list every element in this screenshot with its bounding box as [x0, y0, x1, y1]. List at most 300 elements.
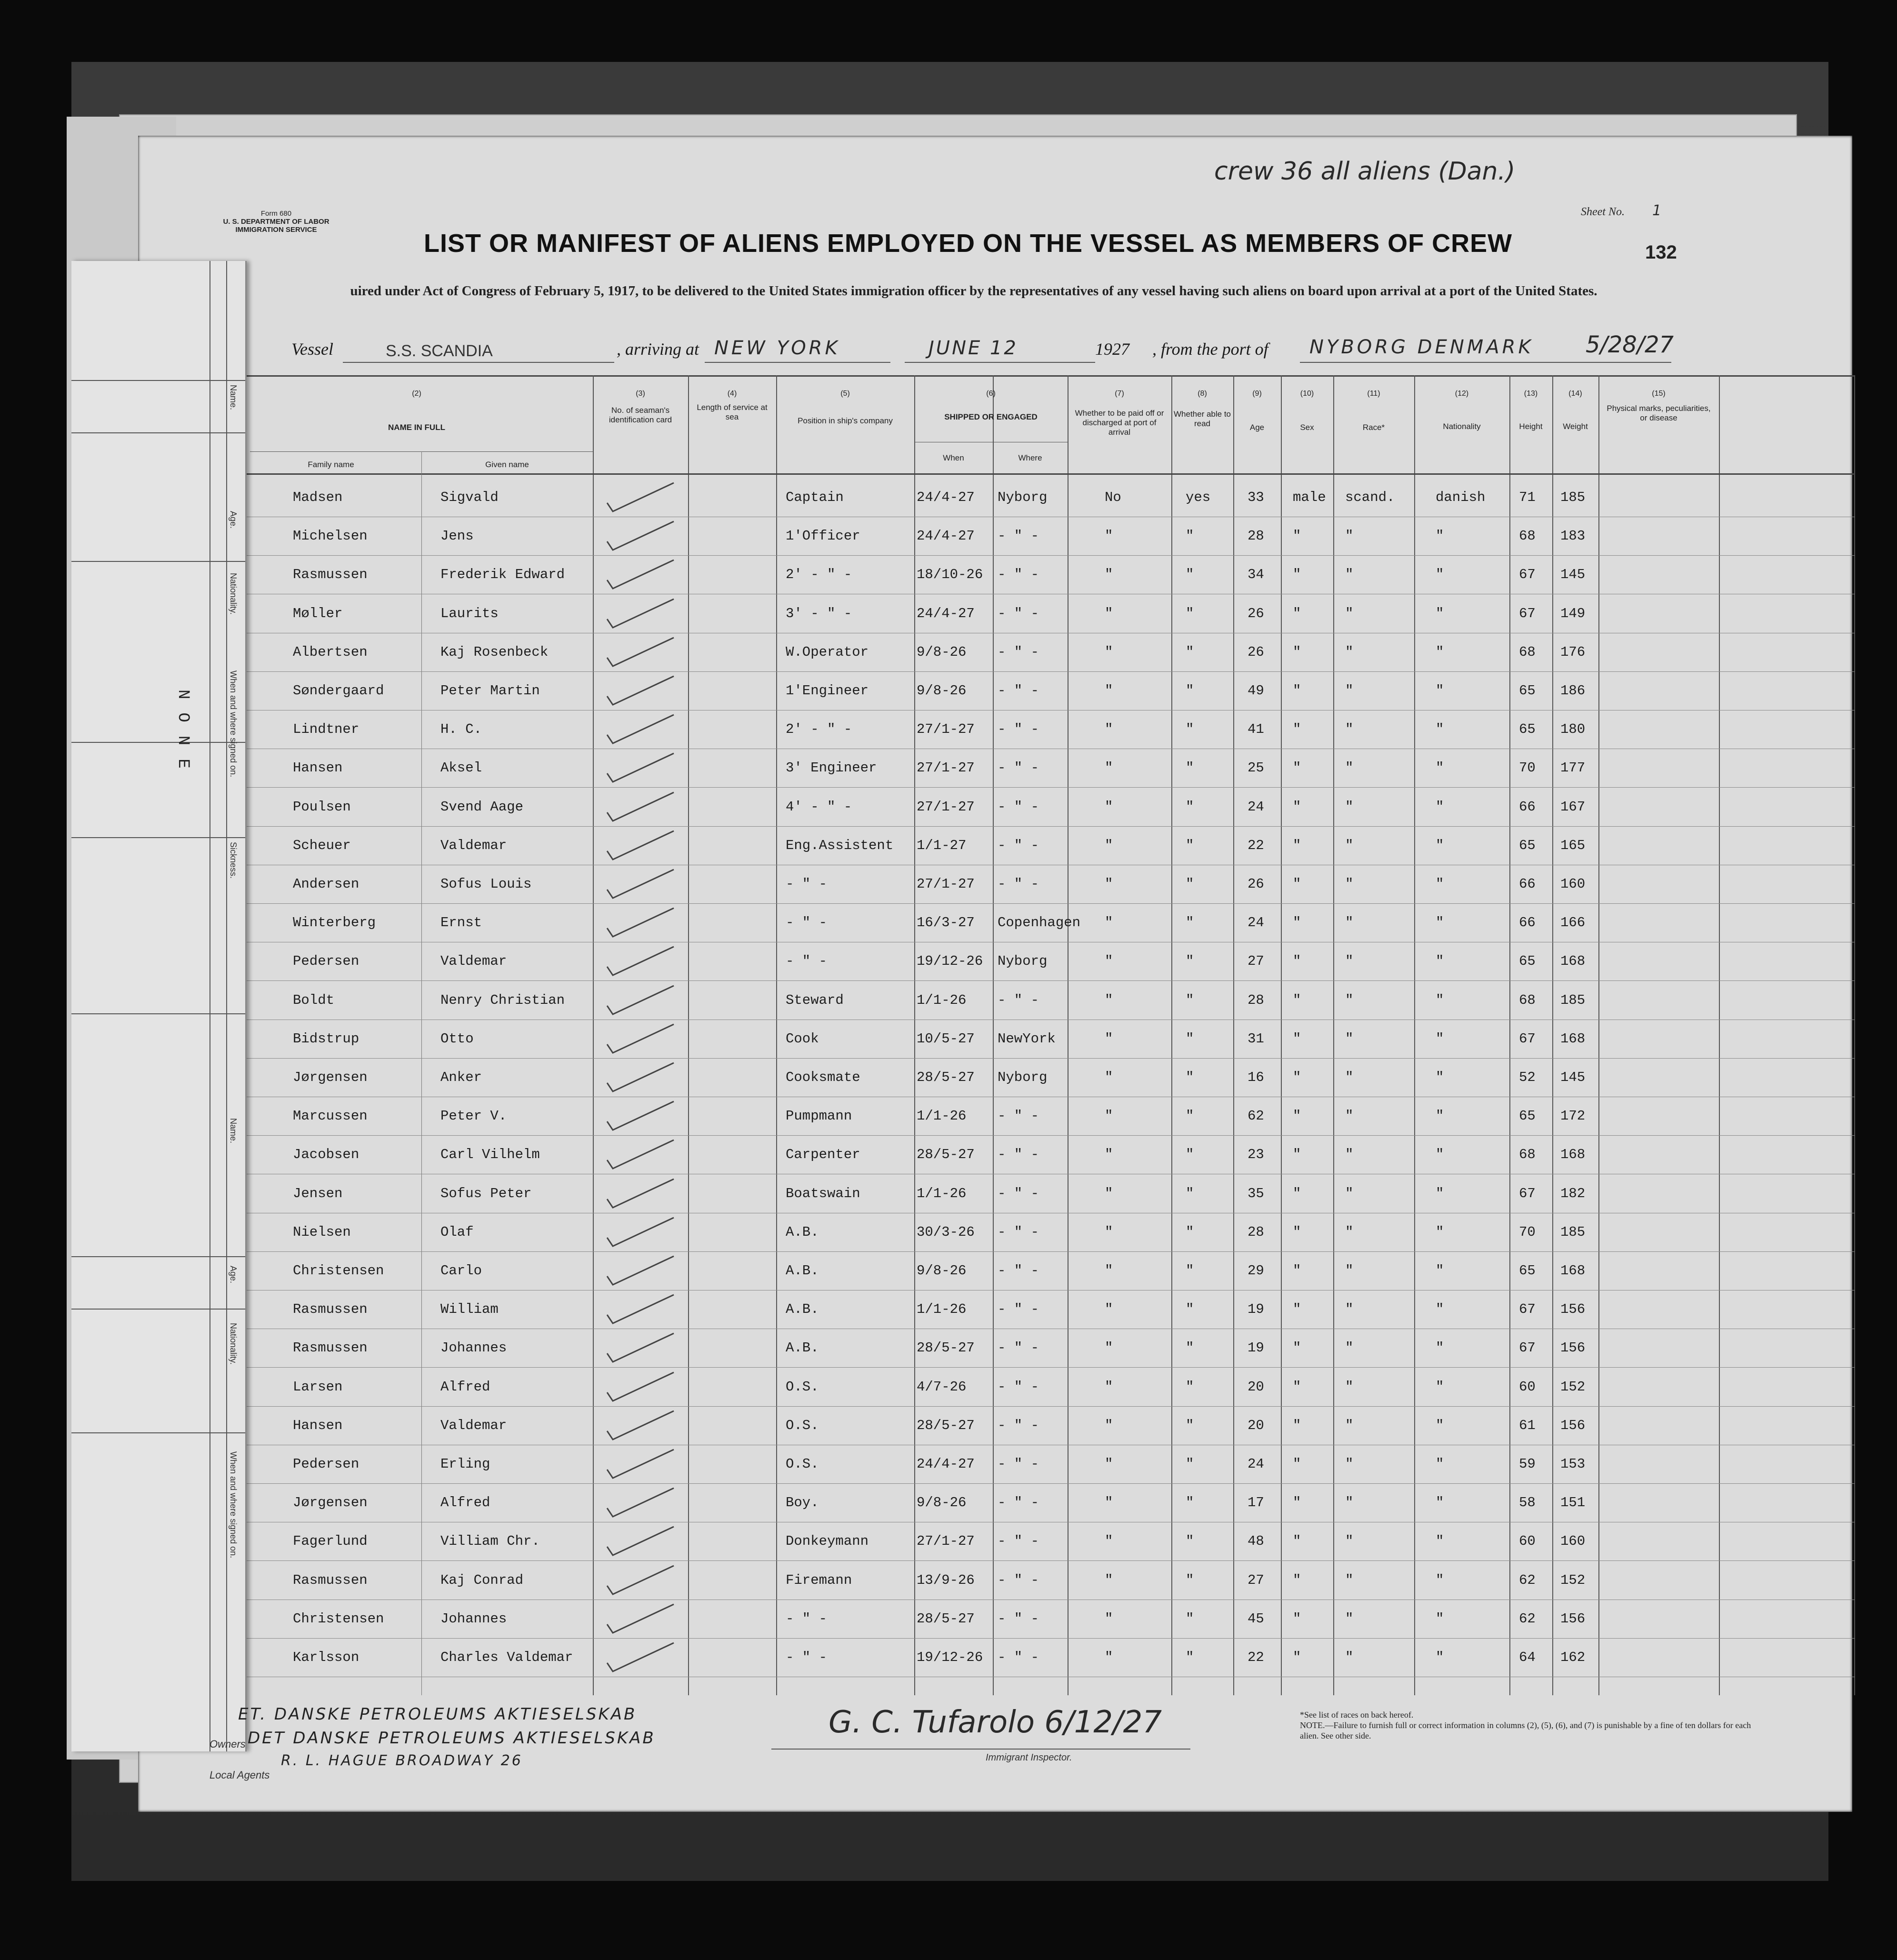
col8-number: (8)	[1198, 390, 1207, 398]
table-row	[240, 1446, 1855, 1484]
sex-cell: "	[1293, 837, 1301, 853]
height-cell: 65	[1519, 953, 1536, 970]
table-row	[240, 1098, 1855, 1136]
height-cell: 58	[1519, 1495, 1536, 1511]
nationality-cell: "	[1436, 1417, 1444, 1433]
where-cell: Nyborg	[998, 490, 1048, 505]
race-cell: "	[1345, 915, 1354, 931]
nationality-cell: "	[1436, 528, 1444, 544]
sex-cell: "	[1293, 1185, 1301, 1201]
given-name-cell: Valdemar	[440, 953, 507, 970]
given-name-cell: William	[440, 1301, 499, 1318]
table-row	[240, 479, 1855, 517]
height-cell: 60	[1519, 1379, 1536, 1395]
position-cell: 1'Officer	[786, 528, 860, 544]
weight-cell: 160	[1560, 876, 1586, 892]
paid-off-cell: "	[1105, 1263, 1113, 1279]
nationality-cell: "	[1436, 1301, 1444, 1318]
read-cell: "	[1186, 837, 1194, 853]
family-name-cell: Rasmussen	[293, 1301, 368, 1318]
height-cell: 66	[1519, 876, 1536, 892]
where-cell: - " -	[998, 721, 1039, 738]
when-cell: 24/4-27	[917, 528, 975, 544]
nationality-cell: "	[1436, 1108, 1444, 1124]
table-row	[240, 1523, 1855, 1561]
race-cell: "	[1345, 1650, 1354, 1665]
vessel-label: Vessel	[291, 340, 333, 359]
check-mark-icon	[602, 1407, 693, 1445]
sex-cell: "	[1293, 721, 1301, 738]
col-marks-header: Physical marks, peculiarities, or disease	[1607, 404, 1711, 422]
where-cell: - " -	[998, 760, 1039, 776]
weight-cell: 176	[1560, 644, 1586, 660]
weight-cell: 180	[1560, 721, 1586, 738]
paid-off-cell: "	[1105, 528, 1113, 544]
footnote	[1300, 1710, 1752, 1741]
where-cell: - " -	[998, 1263, 1039, 1279]
col-service-header: Length of service at sea	[697, 403, 768, 421]
position-cell: - " -	[786, 953, 828, 970]
when-cell: 24/4-27	[917, 605, 975, 621]
read-cell: "	[1186, 1340, 1194, 1356]
position-cell: O.S.	[786, 1379, 819, 1395]
check-mark-icon	[602, 1098, 693, 1136]
family-name-cell: Christensen	[293, 1610, 384, 1627]
when-cell: 10/5-27	[917, 1030, 975, 1047]
when-cell: 24/4-27	[917, 490, 975, 505]
race-cell: "	[1345, 528, 1354, 544]
when-cell: 19/12-26	[917, 1650, 983, 1665]
sex-cell: "	[1293, 644, 1301, 660]
height-cell: 65	[1519, 837, 1536, 853]
family-name-cell: Rasmussen	[293, 1572, 368, 1588]
when-cell: 13/9-26	[917, 1572, 975, 1588]
col14-number: (14)	[1568, 390, 1582, 398]
race-cell: "	[1345, 605, 1354, 621]
read-cell: "	[1186, 876, 1194, 892]
when-cell: 28/5-27	[917, 1340, 975, 1356]
age-cell: 24	[1248, 1456, 1264, 1472]
weight-cell: 168	[1560, 953, 1586, 970]
col-read-header: Whether able to read	[1174, 410, 1231, 428]
paid-off-cell: "	[1105, 1070, 1113, 1085]
paid-off-cell: "	[1105, 799, 1113, 815]
when-cell: 16/3-27	[917, 915, 975, 931]
footnote-penalty: NOTE.—Failure to furnish full or correct information in columns (2), (5), (6), and (7) is punishable by a fine of ten dollars for each alien. See other side.	[1300, 1720, 1751, 1740]
given-name-cell: Villiam Chr.	[440, 1533, 540, 1550]
race-cell: "	[1345, 1070, 1354, 1085]
vessel-underline	[343, 362, 614, 363]
race-cell: "	[1345, 760, 1354, 776]
signature-underline	[771, 1749, 1190, 1750]
given-name-cell: H. C.	[440, 721, 482, 738]
where-cell: - " -	[998, 1417, 1039, 1433]
read-cell: "	[1186, 683, 1194, 699]
read-cell: "	[1186, 528, 1194, 544]
nationality-cell: "	[1436, 1185, 1444, 1201]
height-cell: 61	[1519, 1417, 1536, 1433]
race-cell: "	[1345, 799, 1354, 815]
read-cell: "	[1186, 1263, 1194, 1279]
nationality-cell: "	[1436, 1070, 1444, 1085]
where-cell: - " -	[998, 1185, 1039, 1201]
read-cell: "	[1186, 644, 1194, 660]
height-cell: 71	[1519, 490, 1536, 505]
position-cell: O.S.	[786, 1456, 819, 1472]
position-cell: - " -	[786, 915, 828, 931]
paid-off-cell: "	[1105, 1301, 1113, 1318]
height-cell: 68	[1519, 992, 1536, 1008]
age-cell: 62	[1248, 1108, 1264, 1124]
family-name-cell: Boldt	[293, 992, 335, 1008]
weight-cell: 156	[1560, 1340, 1586, 1356]
page-number: 132	[1645, 242, 1677, 263]
paid-off-cell: "	[1105, 1379, 1113, 1395]
position-cell: Eng.Assistent	[786, 837, 894, 853]
sex-cell: "	[1293, 1533, 1301, 1550]
age-cell: 31	[1248, 1030, 1264, 1047]
where-cell: NewYork	[998, 1030, 1056, 1047]
nationality-cell: "	[1436, 760, 1444, 776]
paid-off-cell: "	[1105, 1417, 1113, 1433]
height-cell: 67	[1519, 1030, 1536, 1047]
position-cell: Boy.	[786, 1495, 819, 1511]
local-agents-label: Local Agents	[210, 1769, 270, 1781]
given-name-cell: Alfred	[440, 1495, 490, 1511]
weight-cell: 182	[1560, 1185, 1586, 1201]
read-cell: "	[1186, 605, 1194, 621]
nationality-cell: "	[1436, 683, 1444, 699]
nationality-cell: "	[1436, 799, 1444, 815]
height-cell: 68	[1519, 644, 1536, 660]
paid-off-cell: "	[1105, 837, 1113, 853]
where-cell: - " -	[998, 1572, 1039, 1588]
read-cell: "	[1186, 915, 1194, 931]
given-name-cell: Carlo	[440, 1263, 482, 1279]
weight-cell: 151	[1560, 1495, 1586, 1511]
sex-cell: "	[1293, 915, 1301, 931]
sex-cell: male	[1293, 490, 1326, 505]
when-cell: 19/12-26	[917, 953, 983, 970]
weight-cell: 145	[1560, 567, 1586, 583]
read-cell: "	[1186, 1108, 1194, 1124]
where-cell: - " -	[998, 644, 1039, 660]
read-cell: "	[1186, 1610, 1194, 1627]
nationality-cell: "	[1436, 837, 1444, 853]
position-cell: O.S.	[786, 1417, 819, 1433]
table-row	[240, 711, 1855, 749]
position-cell: Cooksmate	[786, 1070, 860, 1085]
from-date: 5/28/27	[1586, 331, 1674, 358]
col15-number: (15)	[1652, 390, 1666, 398]
where-cell: - " -	[998, 799, 1039, 815]
weight-cell: 186	[1560, 683, 1586, 699]
given-name-cell: Aksel	[440, 760, 482, 776]
col7-number: (7)	[1115, 390, 1124, 398]
read-cell: "	[1186, 992, 1194, 1008]
weight-cell: 156	[1560, 1301, 1586, 1318]
read-cell: "	[1186, 1301, 1194, 1318]
age-cell: 16	[1248, 1070, 1264, 1085]
check-mark-icon	[602, 1020, 693, 1059]
family-name-cell: Karlsson	[293, 1650, 359, 1665]
table-row	[240, 1407, 1855, 1445]
paid-off-cell: "	[1105, 1650, 1113, 1665]
table-row	[240, 866, 1855, 904]
check-mark-icon	[602, 750, 693, 788]
col-family-header: Family name	[308, 460, 354, 469]
crew-note: crew 36 all aliens (Dan.)	[1214, 157, 1516, 186]
check-mark-icon	[602, 1369, 693, 1407]
family-name-cell: Winterberg	[293, 915, 376, 931]
from-underline	[1300, 362, 1671, 363]
age-cell: 48	[1248, 1533, 1264, 1550]
race-cell: "	[1345, 1108, 1354, 1124]
age-cell: 20	[1248, 1379, 1264, 1395]
family-name-cell: Lindtner	[293, 721, 359, 738]
table-row	[240, 1020, 1855, 1059]
age-cell: 17	[1248, 1495, 1264, 1511]
when-cell: 18/10-26	[917, 567, 983, 583]
check-mark-icon	[602, 595, 693, 633]
weight-cell: 156	[1560, 1610, 1586, 1627]
nationality-cell: "	[1436, 605, 1444, 621]
paid-off-cell: No	[1105, 490, 1121, 505]
sex-cell: "	[1293, 1495, 1301, 1511]
given-name-cell: Johannes	[440, 1610, 507, 1627]
position-cell: W.Operator	[786, 644, 869, 660]
height-cell: 65	[1519, 1263, 1536, 1279]
family-name-cell: Møller	[293, 605, 343, 621]
given-name-cell: Johannes	[440, 1340, 507, 1356]
family-name-cell: Rasmussen	[293, 567, 368, 583]
given-name-cell: Olaf	[440, 1224, 474, 1240]
read-cell: "	[1186, 1572, 1194, 1588]
where-cell: - " -	[998, 1379, 1039, 1395]
when-cell: 1/1-27	[917, 837, 967, 853]
local-agent: R. L. HAGUE BROADWAY 26	[281, 1752, 523, 1769]
paid-off-cell: "	[1105, 1108, 1113, 1124]
where-cell: - " -	[998, 1533, 1039, 1550]
position-cell: Donkeymann	[786, 1533, 869, 1550]
given-name-cell: Carl Vilhelm	[440, 1147, 540, 1163]
race-cell: "	[1345, 1456, 1354, 1472]
date-underline	[905, 362, 1095, 363]
sex-cell: "	[1293, 683, 1301, 699]
strip-label-name: Name.	[229, 385, 238, 410]
col-given-header: Given name	[485, 460, 529, 469]
read-cell: "	[1186, 1533, 1194, 1550]
position-cell: Cook	[786, 1030, 819, 1047]
arrival-year: 1927	[1095, 340, 1129, 359]
read-cell: "	[1186, 1495, 1194, 1511]
height-cell: 68	[1519, 1147, 1536, 1163]
weight-cell: 168	[1560, 1263, 1586, 1279]
col-race-header: Race*	[1362, 423, 1385, 432]
family-name-cell: Larsen	[293, 1379, 343, 1395]
table-row	[240, 1600, 1855, 1639]
family-name-cell: Scheuer	[293, 837, 351, 853]
col-idcard-header: No. of seaman's identification card	[609, 406, 672, 424]
family-name-cell: Marcussen	[293, 1108, 368, 1124]
when-cell: 27/1-27	[917, 876, 975, 892]
check-mark-icon	[602, 518, 693, 556]
check-mark-icon	[602, 1136, 693, 1174]
strip-label-sickness: Sickness.	[229, 842, 238, 879]
folded-strip	[71, 261, 247, 1751]
height-cell: 66	[1519, 799, 1536, 815]
col-nationality-header: Nationality	[1443, 422, 1481, 431]
sex-cell: "	[1293, 760, 1301, 776]
weight-cell: 162	[1560, 1650, 1586, 1665]
paid-off-cell: "	[1105, 1224, 1113, 1240]
weight-cell: 149	[1560, 605, 1586, 621]
table-row	[240, 750, 1855, 788]
col-height-header: Height	[1519, 422, 1543, 431]
sex-cell: "	[1293, 992, 1301, 1008]
position-cell: 4' - " -	[786, 799, 852, 815]
check-mark-icon	[602, 1600, 693, 1639]
age-cell: 28	[1248, 1224, 1264, 1240]
paid-off-cell: "	[1105, 567, 1113, 583]
where-cell: - " -	[998, 992, 1039, 1008]
sex-cell: "	[1293, 1070, 1301, 1085]
given-name-cell: Jens	[440, 528, 474, 544]
check-mark-icon	[602, 1523, 693, 1561]
nationality-cell: "	[1436, 1495, 1444, 1511]
height-cell: 64	[1519, 1650, 1536, 1665]
table-row	[240, 556, 1855, 594]
paid-off-cell: "	[1105, 1340, 1113, 1356]
col6-number: (6)	[986, 390, 996, 398]
col5-number: (5)	[840, 390, 850, 398]
sex-cell: "	[1293, 605, 1301, 621]
race-cell: "	[1345, 1263, 1354, 1279]
read-cell: yes	[1186, 490, 1211, 505]
weight-cell: 145	[1560, 1070, 1586, 1085]
given-name-cell: Sigvald	[440, 490, 499, 505]
weight-cell: 185	[1560, 1224, 1586, 1240]
family-name-cell: Fagerlund	[293, 1533, 368, 1550]
owner-line-1: ET. DANSKE PETROLEUMS AKTIESELSKAB	[238, 1705, 637, 1724]
position-cell: Carpenter	[786, 1147, 860, 1163]
paid-off-cell: "	[1105, 605, 1113, 621]
race-cell: "	[1345, 1533, 1354, 1550]
service: IMMIGRATION SERVICE	[235, 226, 317, 234]
age-cell: 22	[1248, 837, 1264, 853]
table-header-rule	[240, 473, 1855, 475]
race-cell: "	[1345, 721, 1354, 738]
read-cell: "	[1186, 567, 1194, 583]
weight-cell: 156	[1560, 1417, 1586, 1433]
page-title: LIST OR MANIFEST OF ALIENS EMPLOYED ON THE VESSEL AS MEMBERS OF CREW	[424, 229, 1513, 258]
nationality-cell: "	[1436, 1340, 1444, 1356]
age-cell: 22	[1248, 1650, 1264, 1665]
when-cell: 9/8-26	[917, 1263, 967, 1279]
paid-off-cell: "	[1105, 876, 1113, 892]
read-cell: "	[1186, 1379, 1194, 1395]
family-name-cell: Poulsen	[293, 799, 351, 815]
form-number: Form 680	[260, 210, 292, 218]
race-cell: "	[1345, 1185, 1354, 1201]
nationality-cell: "	[1436, 1456, 1444, 1472]
vessel-name: S.S. SCANDIA	[386, 342, 493, 360]
read-cell: "	[1186, 1456, 1194, 1472]
paid-off-cell: "	[1105, 992, 1113, 1008]
read-cell: "	[1186, 1417, 1194, 1433]
family-name-cell: Nielsen	[293, 1224, 351, 1240]
sex-cell: "	[1293, 1147, 1301, 1163]
when-cell: 27/1-27	[917, 1533, 975, 1550]
table-row	[240, 789, 1855, 827]
department: U. S. DEPARTMENT OF LABOR	[223, 218, 329, 226]
where-cell: - " -	[998, 567, 1039, 583]
sex-cell: "	[1293, 1417, 1301, 1433]
age-cell: 33	[1248, 490, 1264, 505]
from-label: , from the port of	[1152, 340, 1268, 359]
age-cell: 23	[1248, 1147, 1264, 1163]
read-cell: "	[1186, 953, 1194, 970]
race-cell: "	[1345, 1495, 1354, 1511]
weight-cell: 160	[1560, 1533, 1586, 1550]
paid-off-cell: "	[1105, 683, 1113, 699]
weight-cell: 185	[1560, 992, 1586, 1008]
given-name-cell: Sofus Louis	[440, 876, 532, 892]
height-cell: 67	[1519, 605, 1536, 621]
when-cell: 1/1-26	[917, 1185, 967, 1201]
paid-off-cell: "	[1105, 915, 1113, 931]
paid-off-cell: "	[1105, 644, 1113, 660]
col11-number: (11)	[1367, 390, 1380, 398]
check-mark-icon	[602, 1252, 693, 1290]
sheet-label: Sheet No.	[1581, 206, 1625, 218]
given-name-cell: Nenry Christian	[440, 992, 565, 1008]
check-mark-icon	[602, 1291, 693, 1329]
height-cell: 65	[1519, 683, 1536, 699]
check-mark-icon	[602, 672, 693, 710]
nationality-cell: "	[1436, 1572, 1444, 1588]
strip-label-age-2: Age.	[229, 1266, 238, 1284]
col2-number: (2)	[412, 390, 421, 398]
read-cell: "	[1186, 1185, 1194, 1201]
position-cell: 3' Engineer	[786, 760, 877, 776]
age-cell: 28	[1248, 992, 1264, 1008]
col-paidoff-header: Whether to be paid off or discharged at port of arrival	[1075, 409, 1164, 437]
page-subtitle: uired under Act of Congress of February 5, 1917, to be delivered to the United States immigration officer by the representatives of any vessel having such aliens on board upon arrival at a port of the United States.	[350, 283, 1597, 299]
position-cell: A.B.	[786, 1224, 819, 1240]
where-cell: - " -	[998, 837, 1039, 853]
strip-label-name-2: Name.	[229, 1118, 238, 1144]
paid-off-cell: "	[1105, 1456, 1113, 1472]
table-row	[240, 982, 1855, 1020]
where-cell: - " -	[998, 1495, 1039, 1511]
sex-cell: "	[1293, 953, 1301, 970]
sex-cell: "	[1293, 1379, 1301, 1395]
age-cell: 29	[1248, 1263, 1264, 1279]
race-cell: "	[1345, 876, 1354, 892]
owner-line-2: DET DANSKE PETROLEUMS AKTIESELSKAB	[248, 1729, 656, 1748]
read-cell: "	[1186, 1030, 1194, 1047]
position-cell: Boatswain	[786, 1185, 860, 1201]
when-cell: 9/8-26	[917, 1495, 967, 1511]
race-cell: "	[1345, 1030, 1354, 1047]
paid-off-cell: "	[1105, 1147, 1113, 1163]
race-cell: "	[1345, 683, 1354, 699]
nationality-cell: "	[1436, 1610, 1444, 1627]
table-row	[240, 1484, 1855, 1522]
sex-cell: "	[1293, 1263, 1301, 1279]
age-cell: 45	[1248, 1610, 1264, 1627]
